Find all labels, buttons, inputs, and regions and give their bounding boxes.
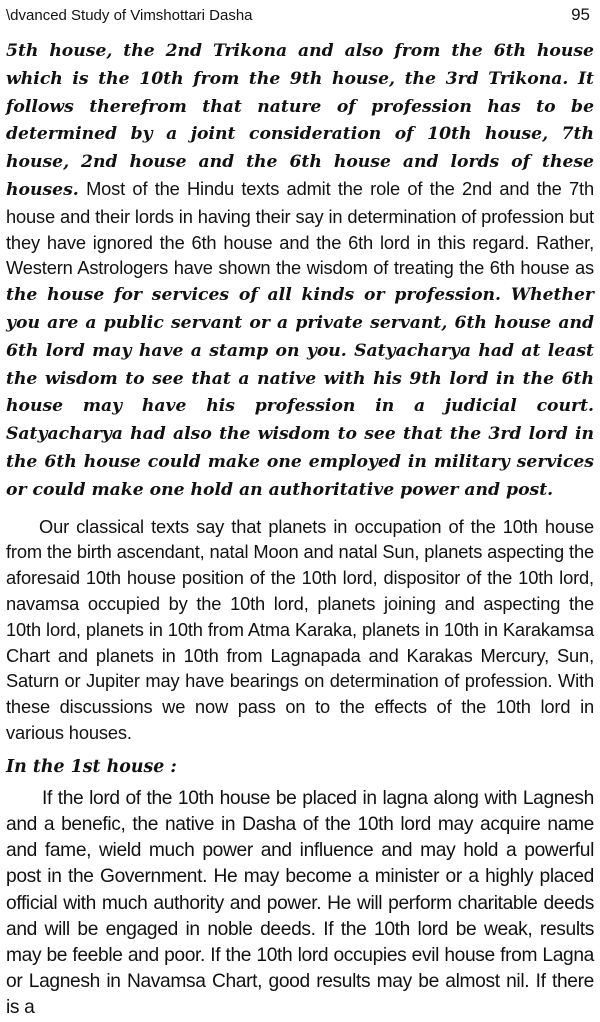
paragraph-3: If the lord of the 10th house be placed in lagna along with Lagnesh and a benefic, the native in Dasha of the 10th lord may acquire name and fame, wield much power and influence and may hold a powerful post in the Government. He may become a minister or a highly placed official with much authority and power. He will perform charitable deeds and will be engaged in noble deeds. If the 10th lord be weak, results may be feeble and poor. If the 10th lord occupies evil house from Lagna or Lagnesh in Navamsa Chart, good results may be almost nil. If there is a [6, 787, 594, 1019]
paragraph-2: Our classical texts say that planets in occupation of the 10th house from the birth ascendant, natal Moon and natal Sun, planets aspecting the aforesaid 10th house position of the 10th lord, dispositor of the 10th lord, navamsa occupied by the 10th lord, planets joining and aspecting the 10th lord, planets in 10th from Atma Karaka, planets in 10th in Karakamsa Chart and planets in 10th from Lagnapada and Karakas Mercury, Sun, Saturn or Jupiter may have bearings on determination of profession. With these discussions we now pass on to the effects of the 10th lord in various houses. [6, 515, 594, 743]
emphasis-text-2: the house for services of all kinds or profession. Whether you are a public servant or a private servant, 6th house and 6th lord may have a stamp on you. Satyacharya had at least the wisdom to see that a native with his 9th lord in the 6th house may have his profession in a judicial court. Satyacharya had also the wisdom to see that the 3rd lord in the 6th house could make one employed in military services or could make one hold an authoritative power and post. [6, 285, 594, 500]
running-title: \dvanced Study of Vimshottari Dasha [6, 7, 253, 24]
section-heading: In the 1st house : [6, 756, 177, 777]
emphasis-text-1: 5th house, the 2nd Trikona and also from the 6th house which is the 10th from the 9th house, the 3rd Trikona. It follows therefrom that nature of profession has to be determined by a joint consideration of 10th house, 7th house, 2nd house and the 6th house and lords of these houses. [6, 41, 594, 200]
page-number: 95 [571, 5, 590, 24]
body-text-1: Most of the Hindu texts admit the role of the 2nd and the 7th house and their lords in having their say in determination of profession but they have ignored the 6th house and the 6th lord in this regard. Rather, Western Astrologers have shown the wisdom of treating the 6th house as [6, 177, 594, 279]
page-header [6, 6, 594, 25]
paragraph-1 [6, 37, 594, 504]
